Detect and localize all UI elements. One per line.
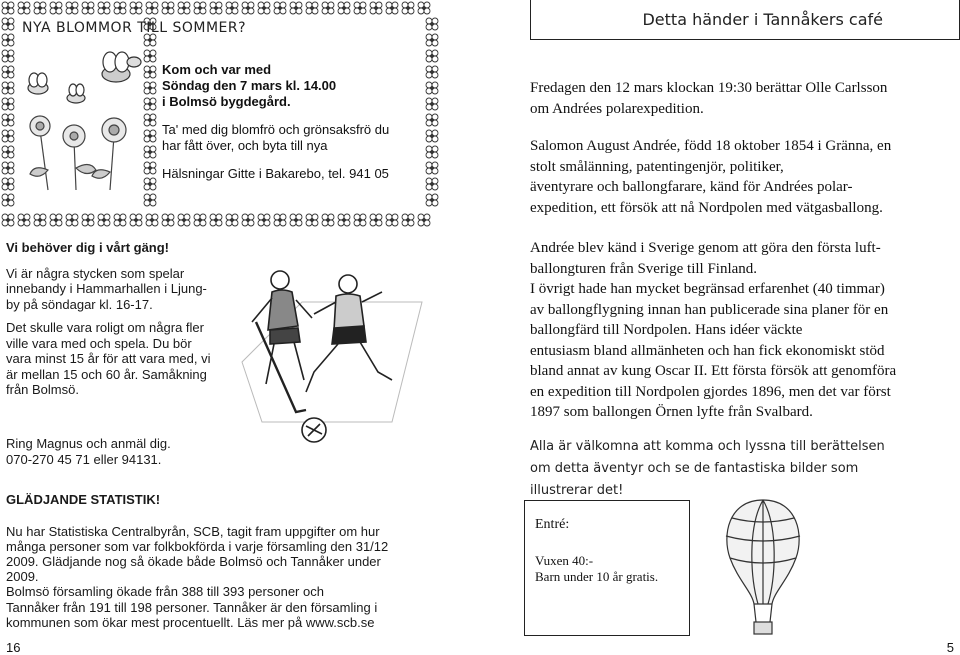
border-flower-icon [2, 130, 14, 142]
border-flower-icon [354, 214, 366, 226]
cafe-line: Andrée blev känd i Sverige genom att göra den första luft- [530, 240, 881, 256]
border-flower-icon [338, 214, 350, 226]
border-flower-icon [146, 214, 158, 226]
innebandy-line: by på söndagar kl. 16-17. [6, 296, 153, 312]
border-flower-icon [2, 66, 14, 78]
border-flower-icon [130, 2, 142, 14]
border-flower-icon [210, 214, 222, 226]
statistik-line: 2009. [6, 569, 39, 585]
border-flower-icon [242, 2, 254, 14]
border-flower-icon [426, 130, 438, 142]
invite-line: Kom och var med [162, 62, 272, 77]
contact-line: Ring Magnus och anmäl dig. [6, 436, 171, 451]
entry-price: Barn under 10 år gratis. [535, 568, 659, 584]
border-flower-icon [82, 214, 94, 226]
border-flower-icon [2, 146, 14, 158]
invite-line: i Bolmsö bygdegård. [162, 94, 291, 109]
border-flower-icon [34, 2, 46, 14]
border-flower-icon [402, 2, 414, 14]
border-flower-icon [370, 214, 382, 226]
border-flower-icon [194, 214, 206, 226]
border-flower-icon [258, 2, 270, 14]
border-flower-icon [322, 214, 334, 226]
cafe-title-box [530, 0, 960, 40]
entry-price: Vuxen 40:- [535, 553, 594, 568]
invite-text: har fått över, och byta till nya [162, 138, 328, 153]
border-flower-icon [426, 82, 438, 94]
hot-air-balloon-illustration [718, 496, 808, 646]
innebandy-section [6, 240, 246, 406]
border-flower-icon [2, 18, 14, 30]
cafe-line: 1897 som ballongen Örnen lyfte från Svalbard. [530, 404, 813, 420]
welcome-line: om detta äventyr och se de fantastiska bilder som [530, 461, 859, 476]
border-flower-icon [98, 2, 110, 14]
border-flower-icon [178, 214, 190, 226]
border-flower-icon [18, 214, 30, 226]
cafe-line: Fredagen den 12 mars klockan 19:30 berättar Olle Carlsson [530, 80, 888, 96]
welcome-line: Alla är välkomna att komma och lyssna till berättelsen [530, 439, 885, 454]
border-flower-icon [290, 214, 302, 226]
invite-line: Söndag den 7 mars kl. 14.00 [162, 78, 337, 93]
border-flower-icon [226, 214, 238, 226]
cafe-line: bland annat av kung Oscar II. Ett första försök att genomföra [530, 363, 897, 379]
statistik-line: Bolmsö församling ökade från 388 till 393 personer och [6, 584, 324, 600]
border-flower-icon [426, 162, 438, 174]
border-flower-icon [226, 2, 238, 14]
border-flower-icon [274, 2, 286, 14]
statistik-line: kommunen som ökar mest procentuellt. Läs mer på www.scb.se [6, 614, 375, 630]
border-flower-icon [66, 214, 78, 226]
innebandy-line: från Bolmsö. [6, 382, 79, 397]
border-flower-icon [114, 2, 126, 14]
border-flower-icon [242, 214, 254, 226]
border-flower-icon [274, 214, 286, 226]
border-flower-icon [2, 82, 14, 94]
cafe-line: av ballongflygning innan han publicerade sina planer för en [530, 301, 889, 318]
border-flower-icon [146, 2, 158, 14]
cafe-line: om Andrées polarexpedition. [530, 100, 704, 117]
border-flower-icon [306, 2, 318, 14]
cafe-line: expedition, ett försök att nå Nordpolen med vätgasballong. [530, 199, 883, 216]
page-number-right: 5 [946, 640, 954, 655]
statistik-line: Tannåker från 191 till 198 personer. Tannåker är den församling i [6, 599, 378, 615]
cafe-line: entusiasm bland allmänheten och han fick ekonomiskt stöd [530, 342, 885, 359]
border-flower-icon [306, 214, 318, 226]
border-flower-icon [418, 214, 430, 226]
border-flower-icon [426, 18, 438, 30]
border-flower-icon [2, 162, 14, 174]
border-flower-icon [2, 114, 14, 126]
innebandy-line: vara minst 15 år för att vara med, vi [6, 351, 211, 366]
welcome-text [530, 436, 950, 502]
border-flower-icon [426, 34, 438, 46]
border-flower-icon [426, 98, 438, 110]
border-flower-icon [426, 146, 438, 158]
flower-box-title: NYA BLOMMOR TILL SOMMER? [22, 20, 247, 36]
cafe-intro [530, 78, 950, 119]
border-flower-icon [290, 2, 302, 14]
border-flower-icon [386, 2, 398, 14]
flower-invitation [162, 62, 422, 194]
invite-greeting: Hälsningar Gitte i Bakarebo, tel. 941 05 [162, 166, 389, 181]
border-flower-icon [2, 178, 14, 190]
border-flower-icon [426, 178, 438, 190]
bees-and-flowers-illustration [18, 40, 158, 200]
border-flower-icon [34, 214, 46, 226]
flower-box [0, 0, 440, 228]
border-flower-icon [2, 50, 14, 62]
cafe-line: I övrigt hade han mycket begränsad erfarenhet (40 timmar) [530, 281, 885, 297]
border-flower-icon [178, 2, 190, 14]
entry-title: Entré: [535, 517, 570, 532]
border-flower-icon [370, 2, 382, 14]
statistik-heading: GLÄDJANDE STATISTIK! [6, 492, 161, 507]
cafe-line: äventyrare och ballongfarare, känd för Andrées polar- [530, 179, 853, 195]
statistik-line: Nu har Statistiska Centralbyrån, SCB, tagit fram uppgifter om hur [6, 523, 380, 539]
andree-history [530, 238, 950, 423]
border-flower-icon [210, 2, 222, 14]
floorball-players-illustration [232, 262, 432, 452]
border-flower-icon [82, 2, 94, 14]
innebandy-line: är mellan 15 och 60 år. Samåkning [6, 366, 207, 382]
border-flower-icon [66, 2, 78, 14]
cafe-line: ballongturen från Sverige till Finland. [530, 260, 758, 277]
border-flower-icon [194, 2, 206, 14]
cafe-title: Detta händer i Tannåkers café [642, 10, 883, 29]
border-flower-icon [2, 34, 14, 46]
statistik-line: många personer som var folkbokförda i varje församling den 31/12 [6, 538, 389, 554]
entry-fee-box [524, 500, 690, 636]
border-flower-icon [2, 2, 14, 14]
border-flower-icon [2, 194, 14, 206]
innebandy-line: Det skulle vara roligt om några fler [6, 320, 204, 335]
border-flower-icon [2, 214, 14, 226]
border-flower-icon [130, 214, 142, 226]
invite-text: Ta' med dig blomfrö och grönsaksfrö du [162, 122, 390, 137]
page-number-left: 16 [6, 640, 21, 655]
border-flower-icon [426, 66, 438, 78]
cafe-line: Salomon August Andrée, född 18 oktober 1854 i Gränna, en [530, 138, 892, 154]
innebandy-contact [6, 436, 246, 467]
border-flower-icon [426, 50, 438, 62]
border-flower-icon [338, 2, 350, 14]
cafe-line: en expedition till Nordpolen gjordes 1896, men det var först [530, 383, 891, 400]
cafe-line: ballongfärd till Nordpolen. Hans idéer väckte [530, 322, 803, 338]
border-flower-icon [402, 214, 414, 226]
border-flower-icon [354, 2, 366, 14]
border-flower-icon [114, 214, 126, 226]
border-flower-icon [386, 214, 398, 226]
border-flower-icon [162, 214, 174, 226]
border-flower-icon [50, 214, 62, 226]
contact-phone: 070-270 45 71 eller 94131. [6, 451, 162, 467]
border-flower-icon [98, 214, 110, 226]
cafe-line: stolt smålänning, patentingenjör, politiker, [530, 158, 784, 175]
border-flower-icon [18, 2, 30, 14]
statistik-section [6, 492, 424, 630]
innebandy-heading: Vi behöver dig i vårt gäng! [6, 240, 170, 255]
innebandy-line: Vi är några stycken som spelar [6, 265, 185, 281]
innebandy-line: innebandy i Hammarhallen i Ljung- [6, 281, 207, 296]
border-flower-icon [322, 2, 334, 14]
border-flower-icon [2, 98, 14, 110]
border-flower-icon [162, 2, 174, 14]
andree-bio [530, 136, 950, 218]
innebandy-line: ville vara med och spela. Du bör [6, 335, 192, 351]
statistik-line: 2009. Glädjande nog så ökade både Bolmsö och Tannåker under [6, 553, 381, 569]
welcome-line: illustrerar det! [530, 483, 624, 498]
border-flower-icon [426, 194, 438, 206]
border-flower-icon [50, 2, 62, 14]
border-flower-icon [258, 214, 270, 226]
border-flower-icon [426, 114, 438, 126]
border-flower-icon [418, 2, 430, 14]
